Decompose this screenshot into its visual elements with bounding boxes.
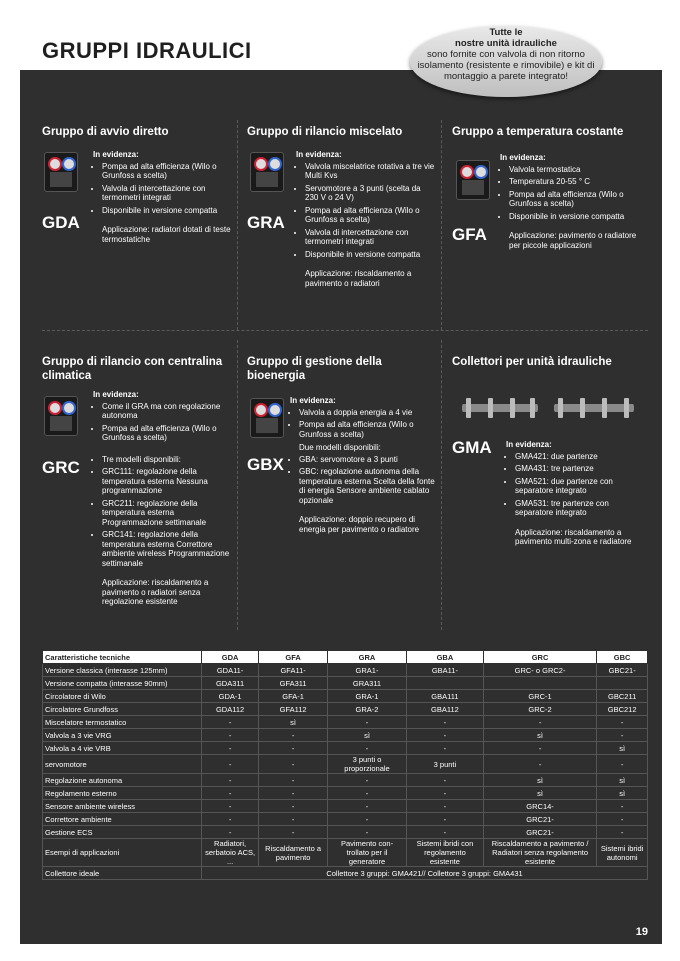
column-header: GDA: [202, 651, 259, 664]
table-row: [43, 839, 648, 867]
product-code-gbx: GBX: [247, 455, 284, 474]
table-cell: sì: [597, 774, 648, 787]
table-cell: GDA-1: [202, 690, 259, 703]
table-cell: sì: [259, 716, 328, 729]
list-item: • GBC: regolazione autonoma della temperatura esterna Scelta della fonte di energia Sensore ambiente cablato opzionale: [299, 467, 436, 505]
product-image-gbx: [250, 398, 284, 438]
table-cell: -: [328, 716, 407, 729]
row-label: Versione classica (interasse 125mm): [43, 664, 202, 677]
highlight-heading: In evidenza:: [93, 390, 139, 399]
table-cell: Riscaldamento a pavimento / Radiatori senza regolamento esistente: [483, 839, 596, 867]
product-image-grc: [44, 396, 78, 436]
table-cell: GBC21-: [597, 664, 648, 677]
table-cell: sì: [597, 787, 648, 800]
table-cell: GBA11-: [406, 664, 483, 677]
table-row: [43, 690, 648, 703]
row-label: Regolazione autonoma: [43, 774, 202, 787]
table-cell: GBA112: [406, 703, 483, 716]
table-cell: sì: [597, 742, 648, 755]
list-item: • GBA: servomotore a 3 punti: [299, 455, 436, 465]
bubble-line1: Tutte le: [489, 27, 523, 38]
table-cell: GRA-2: [328, 703, 407, 716]
table-cell: -: [259, 755, 328, 774]
row-label: Circolatore Grundfoss: [43, 703, 202, 716]
table-row: [43, 729, 648, 742]
table-cell: -: [328, 742, 407, 755]
row-label: Regolamento esterno: [43, 787, 202, 800]
section-title-gra: Gruppo di rilancio miscelato: [247, 126, 403, 138]
table-cell: GRC- o GRC2-: [483, 664, 596, 677]
table-header-row: [43, 651, 648, 664]
table-cell: sì: [483, 774, 596, 787]
list-item: • Valvola miscelatrice rotativa a tre vie Multi Kvs: [305, 162, 436, 181]
table-cell: -: [259, 729, 328, 742]
table-cell: -: [259, 742, 328, 755]
table-cell: GRA311: [328, 677, 407, 690]
section-title-gda: Gruppo di avvio diretto: [42, 126, 169, 138]
table-cell: -: [202, 813, 259, 826]
divider: [441, 340, 442, 630]
table-cell: GRC21-: [483, 826, 596, 839]
highlights-gma: [506, 440, 644, 547]
application-text: Applicazione: pavimento o radiatore per piccole applicazioni: [509, 231, 637, 250]
row-label: Circolatore di Wilo: [43, 690, 202, 703]
table-cell: -: [483, 742, 596, 755]
table-cell: -: [406, 787, 483, 800]
page-title: GRUPPI IDRAULICI: [42, 38, 252, 63]
table-cell: GFA-1: [259, 690, 328, 703]
table-cell: GBC212: [597, 703, 648, 716]
list-item: • Valvola di intercettazione con termometri integrati: [102, 184, 233, 203]
table-cell: [597, 677, 648, 690]
product-code-gma: GMA: [452, 438, 492, 457]
table-cell: -: [259, 800, 328, 813]
table-cell: -: [406, 742, 483, 755]
table-cell: -: [328, 774, 407, 787]
table-cell: -: [597, 813, 648, 826]
table-cell: sì: [328, 729, 407, 742]
column-header: Caratteristiche tecniche: [43, 651, 202, 664]
table-cell: -: [202, 716, 259, 729]
table-cell: sì: [483, 787, 596, 800]
collector-image: [458, 398, 638, 420]
table-cell: -: [202, 729, 259, 742]
bubble-text: sono fornite con valvola di non ritorno isolamento (resistente e rimovibile) e kit di montaggio a parete integrato!: [417, 49, 595, 82]
table-cell: -: [597, 800, 648, 813]
table-cell: -: [328, 826, 407, 839]
table-cell: sì: [483, 729, 596, 742]
table-cell: GFA11-: [259, 664, 328, 677]
divider: [441, 120, 442, 330]
table-cell: -: [259, 787, 328, 800]
table-cell: -: [406, 729, 483, 742]
highlight-heading: In evidenza:: [290, 396, 336, 405]
table-row: [43, 774, 648, 787]
table-cell: Pavimento con-trollato per il generatore: [328, 839, 407, 867]
table-cell: -: [202, 774, 259, 787]
table-cell: GFA311: [259, 677, 328, 690]
table-cell: Sistemi ibridi con regolamento esistente: [406, 839, 483, 867]
table-cell: GBC211: [597, 690, 648, 703]
list-item: • Valvola di intercettazione con termometri integrati: [305, 228, 436, 247]
table-row: [43, 716, 648, 729]
row-label: Valvola a 3 vie VRG: [43, 729, 202, 742]
table-row: [43, 677, 648, 690]
list-item: • Tre modelli disponibili:: [102, 455, 233, 465]
column-header: GRC: [483, 651, 596, 664]
list-item: • GRC141: regolazione della temperatura esterna Correttore ambiente wireless Programmazione settimanale: [102, 530, 233, 568]
table-cell: -: [328, 813, 407, 826]
table-row: [43, 800, 648, 813]
table-row: [43, 813, 648, 826]
table-cell: -: [328, 800, 407, 813]
table-cell: [406, 677, 483, 690]
table-cell: GDA311: [202, 677, 259, 690]
product-code-grc: GRC: [42, 458, 80, 477]
row-label: servomotore: [43, 755, 202, 774]
table-cell: -: [406, 813, 483, 826]
divider: [237, 340, 238, 630]
list-item: • Pompa ad alta efficienza (Wilo o Grunfoss a scelta): [305, 206, 436, 225]
list-item: • Valvola termostatica: [509, 165, 642, 175]
list-item: • Come il GRA ma con regolazione autonoma: [102, 402, 233, 421]
list-item: • Pompa ad alta efficienza (Wilo o Grunfoss a scelta): [509, 190, 642, 209]
table-cell: -: [483, 755, 596, 774]
product-code-gra: GRA: [247, 213, 285, 232]
product-image-gda: [44, 152, 78, 192]
list-item: • Disponibile in versione compatta: [509, 212, 642, 222]
table-cell: GRC-2: [483, 703, 596, 716]
row-label: Esempi di applicazioni: [43, 839, 202, 867]
row-label: Miscelatore termostatico: [43, 716, 202, 729]
highlight-heading: In evidenza:: [296, 150, 342, 159]
table-cell: -: [406, 774, 483, 787]
section-title-gfa: Gruppo a temperatura costante: [452, 126, 624, 138]
table-cell: GRC14-: [483, 800, 596, 813]
table-cell: -: [259, 826, 328, 839]
table-cell: GFA112: [259, 703, 328, 716]
list-item: • Pompa ad alta efficienza (Wilo o Grunfoss a scelta): [102, 424, 233, 443]
highlights-grc: [93, 390, 233, 607]
column-header: GBC: [597, 651, 648, 664]
list-item: • GMA421: due partenze: [515, 452, 644, 462]
divider: [42, 330, 648, 331]
table-cell: -: [597, 729, 648, 742]
list-item: • Pompa ad alta efficienza (Wilo o Grunfoss a scelta): [299, 420, 436, 439]
application-text: Applicazione: riscaldamento a pavimento o radiatori senza regolazione esistente: [102, 578, 209, 606]
list-item: • Servomotore a 3 punti (scelta da 230 V o 24 V): [305, 184, 436, 203]
table-cell: -: [597, 826, 648, 839]
section-title-gbx: Gruppo di gestione della bioenergia: [247, 356, 382, 382]
table-cell: GRA-1: [328, 690, 407, 703]
application-text: Applicazione: doppio recupero di energia per pavimento o radiatore: [299, 515, 420, 534]
list-item: • Disponibile in versione compatta: [102, 206, 233, 216]
table-cell: -: [202, 800, 259, 813]
product-code-gfa: GFA: [452, 225, 487, 244]
table-row: [43, 742, 648, 755]
highlights-gfa: [500, 153, 642, 250]
table-cell: -: [406, 800, 483, 813]
list-item: • Temperatura 20-55 ° C: [509, 177, 642, 187]
table-cell: -: [328, 787, 407, 800]
info-bubble: [410, 26, 602, 97]
table-cell: -: [597, 716, 648, 729]
table-cell: -: [202, 787, 259, 800]
row-label: Sensore ambiente wireless: [43, 800, 202, 813]
table-cell: -: [406, 826, 483, 839]
table-cell: -: [202, 826, 259, 839]
column-header: GRA: [328, 651, 407, 664]
row-label: Gestione ECS: [43, 826, 202, 839]
list-item: • Disponibile in versione compatta: [305, 250, 436, 260]
list-item: • GMA521: due partenze con separatore integrato: [515, 477, 644, 496]
bubble-line2: nostre unità idrauliche: [455, 38, 557, 49]
highlight-heading: In evidenza:: [500, 153, 546, 162]
table-row: [43, 867, 648, 880]
table-cell: -: [406, 716, 483, 729]
table-cell: -: [259, 813, 328, 826]
highlights-gra: [296, 150, 436, 288]
table-cell: -: [483, 716, 596, 729]
column-header: GBA: [406, 651, 483, 664]
table-cell: -: [259, 774, 328, 787]
highlight-heading: In evidenza:: [93, 150, 139, 159]
table-cell: GDA112: [202, 703, 259, 716]
table-row: [43, 664, 648, 677]
table-row: [43, 826, 648, 839]
product-image-gfa: [456, 160, 490, 200]
row-label: Correttore ambiente: [43, 813, 202, 826]
table-cell: Collettore 3 gruppi: GMA421// Collettore 3 gruppi: GMA431: [202, 867, 648, 880]
highlights-gbx: [290, 396, 436, 534]
spec-table: [42, 650, 648, 880]
list-item: • GMA531: tre partenze con separatore integrato: [515, 499, 644, 518]
column-header: GFA: [259, 651, 328, 664]
table-row: [43, 787, 648, 800]
table-cell: GDA11-: [202, 664, 259, 677]
application-text: Applicazione: riscaldamento a pavimento o radiatori: [305, 269, 412, 288]
list-item: • Valvola a doppia energia a 4 vie: [299, 408, 436, 418]
row-label: Collettore ideale: [43, 867, 202, 880]
list-item: • GMA431: tre partenze: [515, 464, 644, 474]
table-cell: -: [202, 742, 259, 755]
table-cell: GRC-1: [483, 690, 596, 703]
application-text: Applicazione: riscaldamento a pavimento multi-zona e radiatore: [515, 527, 632, 546]
highlight-heading: In evidenza:: [506, 440, 552, 449]
list-item: • Pompa ad alta efficienza (Wilo o Grunfoss a scelta): [102, 162, 233, 181]
table-cell: GBA111: [406, 690, 483, 703]
table-cell: -: [202, 755, 259, 774]
row-label: Valvola a 4 vie VRB: [43, 742, 202, 755]
models-label: Due modelli disponibili:: [299, 443, 381, 452]
product-image-gra: [250, 152, 284, 192]
table-row: [43, 755, 648, 774]
row-label: Versione compatta (interasse 90mm): [43, 677, 202, 690]
table-cell: 3 punti o proporzionale: [328, 755, 407, 774]
table-row: [43, 703, 648, 716]
table-cell: Riscaldamento a pavimento: [259, 839, 328, 867]
table-cell: Radiatori, serbatoio ACS, ...: [202, 839, 259, 867]
page-number: 19: [635, 926, 648, 938]
application-text: Applicazione: radiatori dotati di teste termostatiche: [102, 225, 231, 244]
table-cell: GRC21-: [483, 813, 596, 826]
highlights-gda: [93, 150, 233, 244]
section-title-grc: Gruppo di rilancio con centralina climatica: [42, 356, 223, 382]
table-cell: [483, 677, 596, 690]
table-cell: -: [597, 755, 648, 774]
list-item: • GRC211: regolazione della temperatura esterna Programmazione settimanale: [102, 499, 233, 528]
divider: [237, 120, 238, 330]
section-title-gma: Collettori per unità idrauliche: [452, 356, 612, 368]
product-code-gda: GDA: [42, 213, 80, 232]
list-item: • GRC111: regolazione della temperatura esterna Nessuna programmazione: [102, 467, 233, 496]
table-cell: Sistemi ibridi autonomi: [597, 839, 648, 867]
table-cell: 3 punti: [406, 755, 483, 774]
table-cell: GRA1-: [328, 664, 407, 677]
